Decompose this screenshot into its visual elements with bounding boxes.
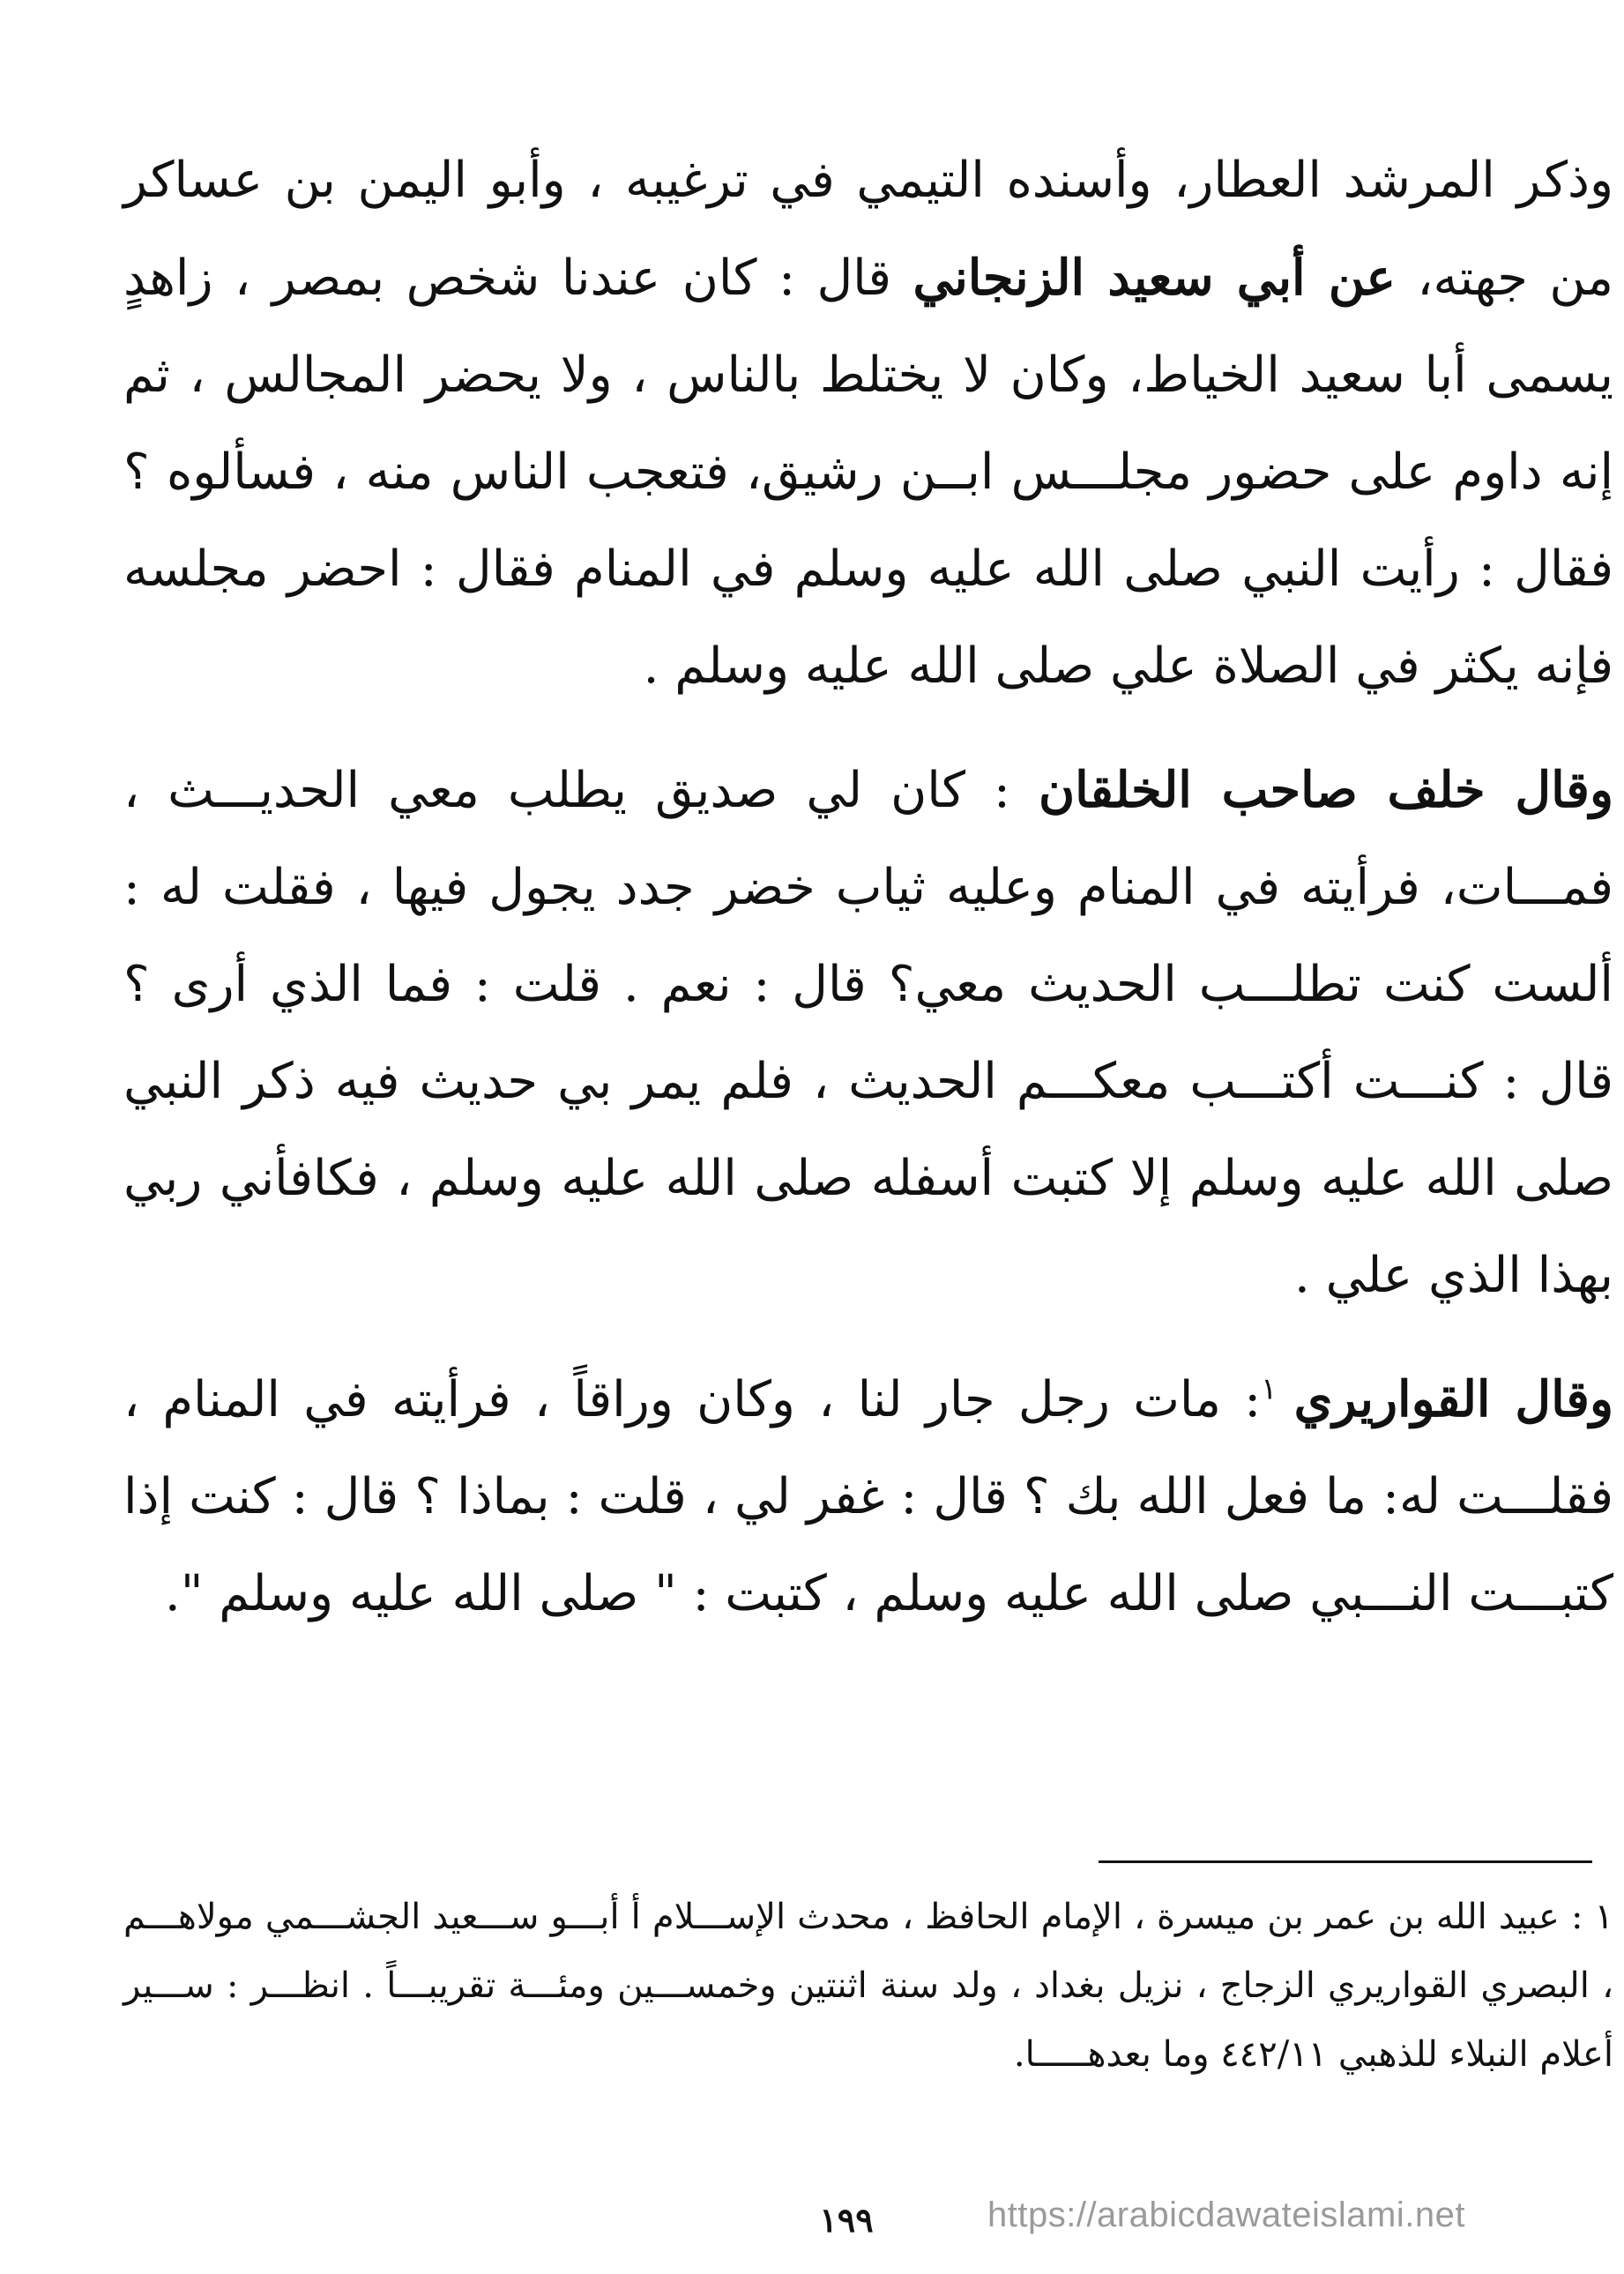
footnote-separator (1099, 1860, 1592, 1863)
paragraph-text: وذكر المرشد العطار، وأسنده التيمي في ترغيبه ، وأبو اليمن بن عساكر من جهته، (123, 152, 1613, 307)
bold-name: وقال القواريري (1293, 1370, 1613, 1428)
watermark-url: https://arabicdawateislami.net (987, 2196, 1465, 2234)
main-text (123, 132, 1613, 1669)
paragraph-text: قال : كان عندنا شخص بمصر ، زاهدٍ يسمى أبا سعيد الخياط، وكان لا يختلط بالناس ، ولا يحضر المجالس ، ثم إنه داوم على حضور مجلـــس ابــن رشيق، فتعجب الناس منه ، فسألوه ؟ فقال : رأيت النبي صلى الله عليه وسلم في المنام فقال : احضر مجلسه فإنه يكثر في الصلاة علي صلى الله عليه وسلم . (123, 250, 1613, 695)
paragraph-text: : مات رجل جار لنا ، وكان وراقاً ، فرأيته في المنام ، فقلـــت له: ما فعل الله بك ؟ قال : غفر لي ، قلت : بماذا ؟ قال : كنت إذا كتبـــت النـــبي صلى الله عليه وسلم ، كتبت : " صلى الله عليه وسلم ". (123, 1371, 1613, 1622)
footnote-1: ١ : عبيد الله بن عمر بن ميسرة ، الإمام الحافظ ، محدث الإســـلام أ أبـــو ســـعيد الجشـــمي مولاهـــم ، البصري القواريري الزجاج ، نزيل بغداد ، ولد سنة اثنتين وخمســـين ومئـــة تقريبـــاً . انظـــر : ســـير أعلام النبلاء للذهبي ٤٤٢/١١ وما بعدهـــــا. (123, 1897, 1613, 2075)
paragraph-3 (123, 1351, 1613, 1643)
paragraph-text: : كان لي صديق يطلب معي الحديـــث ، فمـــات، فرأيته في المنام وعليه ثياب خضر جدد يجول فيها ، فقلت له : ألست كنت تطلـــب الحديث معي؟ قال : نعم . قلت : فما الذي أرى ؟ قال : كنـــت أكتـــب معكـــم الحديث ، فلم يمر بي حديث فيه ذكر النبي صلى الله عليه وسلم إلا كتبت أسفله صلى الله عليه وسلم ، فكافأني ربي بهذا الذي علي . (123, 762, 1613, 1304)
footnotes (123, 1883, 1613, 2089)
paragraph-2 (123, 742, 1613, 1324)
bold-name: عن أبي سعيد الزنجاني (913, 249, 1396, 307)
bold-name: وقال خلف صاحب الخلقان (1038, 761, 1613, 819)
footnote-reference[interactable]: ١ (1261, 1371, 1294, 1407)
page-number: ١٩٩ (819, 2200, 874, 2240)
paragraph-1 (123, 132, 1613, 715)
